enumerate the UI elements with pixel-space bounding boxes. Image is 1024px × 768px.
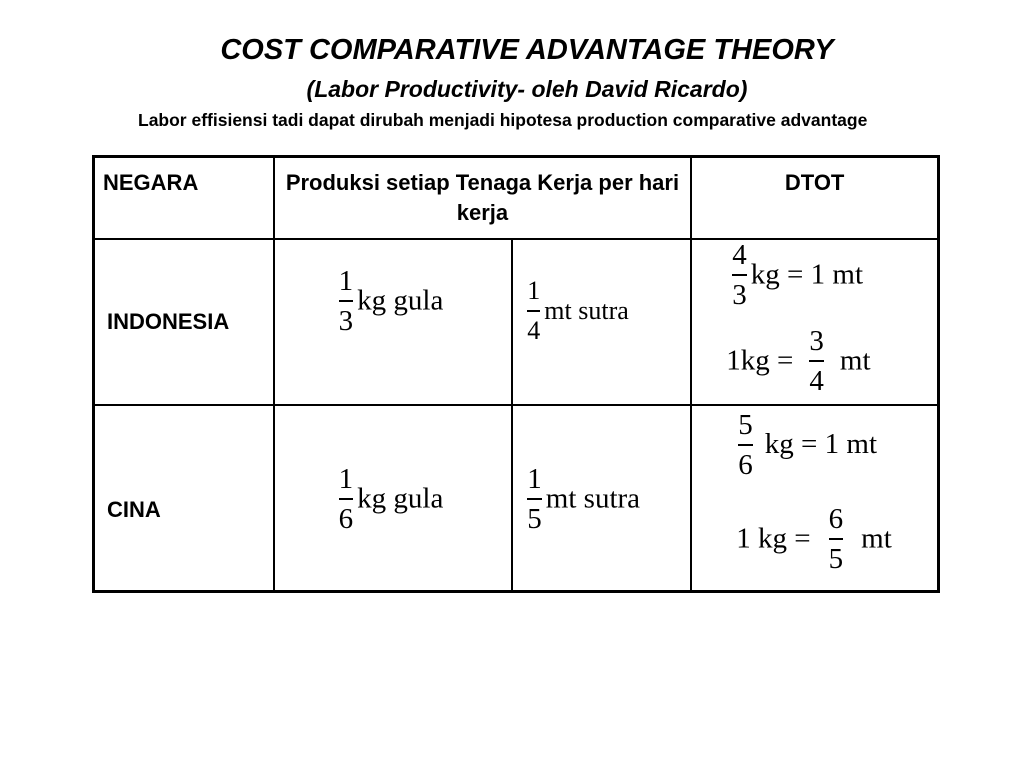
sutra-cell — [512, 239, 691, 405]
header-negara: NEGARA — [94, 157, 274, 240]
gula-cell — [274, 239, 513, 405]
country-cell: INDONESIA — [94, 239, 274, 405]
gula-value: $\frac{1}{3}$ kg gula — [338, 265, 444, 337]
sutra-value: $\frac{1}{4}$ mt sutra — [527, 276, 629, 345]
header-produksi: Produksi setiap Tenaga Kerja per hari kerja — [274, 157, 692, 240]
slide-subtitle: (Labor Productivity- oleh David Ricardo) — [306, 76, 748, 102]
sutra-cell — [512, 405, 691, 591]
productivity-table — [92, 155, 940, 593]
dtot-line-2: 1kg = $\frac{3}{4}$ mt — [726, 325, 871, 397]
slide-title: COST COMPARATIVE ADVANTAGE THEORY — [220, 34, 834, 66]
header-row — [94, 157, 939, 240]
dtot-cell — [691, 405, 938, 591]
table-row — [94, 239, 939, 405]
dtot-line-2: 1 kg = $\frac{6}{5}$ mt — [736, 503, 892, 575]
header-dtot: DTOT — [691, 157, 938, 240]
dtot-cell — [691, 239, 938, 405]
table-row — [94, 405, 939, 591]
dtot-line-1: $\frac{4}{3}$ kg = 1 mt — [732, 239, 864, 311]
gula-value: $\frac{1}{6}$ kg gula — [338, 463, 444, 535]
dtot-line-1: $\frac{5}{6}$ kg = 1 mt — [738, 409, 878, 481]
slide-note: Labor effisiensi tadi dapat dirubah menjadi hipotesa production comparative advantage — [138, 110, 868, 130]
country-cell: CINA — [94, 405, 274, 591]
sutra-value: $\frac{1}{5}$ mt sutra — [527, 463, 641, 535]
gula-cell — [274, 405, 513, 591]
